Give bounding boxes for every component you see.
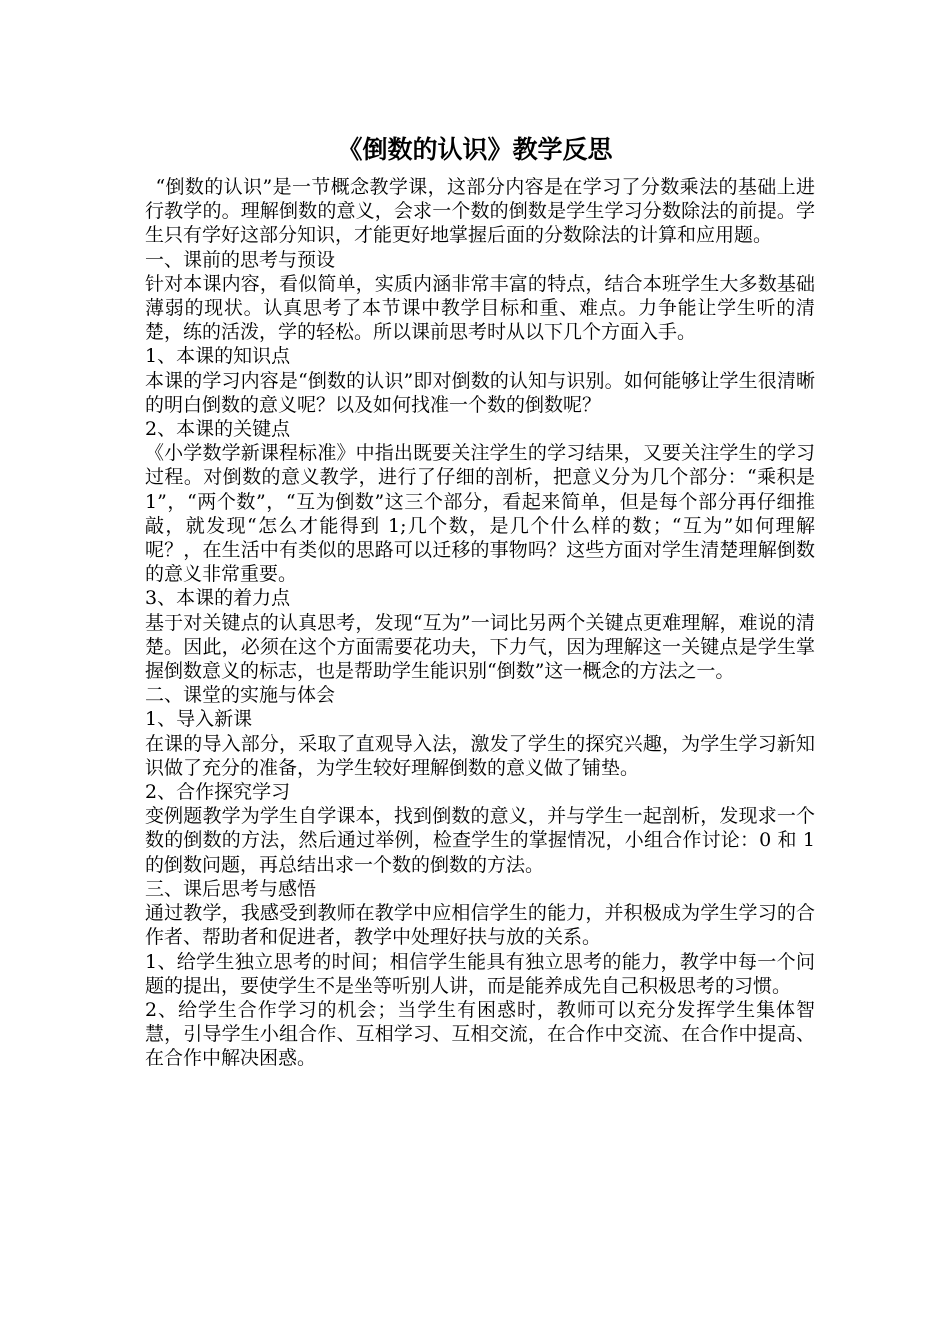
paragraph: 变例题教学为学生自学课本，找到倒数的意义，并与学生一起剖析，发现求一个数的倒数的方法，然后通过举例，检查学生的掌握情况，小组合作讨论：0 和 1 的倒数问题，再总结出求一个数的倒数的方法。 <box>145 805 815 876</box>
paragraph: 通过教学，我感受到教师在教学中应相信学生的能力，并积极成为学生学习的合作者、帮助者和促进者，教学中处理好扶与放的关系。 <box>145 902 815 949</box>
subheading: 1、本课的知识点 <box>145 345 291 368</box>
subheading: 2、合作探究学习 <box>145 781 291 804</box>
paragraph: 本课的学习内容是“倒数的认识”即对倒数的认知与识别。如何能够让学生很清晰的明白倒数的意义呢？以及如何找准一个数的倒数呢？ <box>145 369 815 416</box>
paragraph: 在课的导入部分，采取了直观导入法，激发了学生的探究兴趣，为学生学习新知识做了充分的准备，为学生较好理解倒数的意义做了铺垫。 <box>145 732 815 779</box>
paragraph: 《小学数学新课程标准》中指出既要关注学生的学习结果，又要关注学生的学习过程。对倒数的意义教学，进行了仔细的剖析，把意义分为几个部分：“乘积是 1”，“两个数”，“互为倒数”这三个部分，看起来简单，但是每个部分再仔细推敲，就发现“怎么才能得到 1;几个数，是几个什么样的数；“互为”如何理解呢？，在生活中有类似的思路可以迁移的事物吗？这些方面对学生清楚理解倒数的意义非常重要。 <box>145 442 815 586</box>
heading-section-3: 三、课后思考与感悟 <box>145 877 317 900</box>
subheading: 2、本课的关键点 <box>145 418 291 441</box>
paragraph: 基于对关键点的认真思考，发现“互为”一词比另两个关键点更难理解，难说的清楚。因此，必须在这个方面需要花功夫，下力气，因为理解这一关键点是学生掌握倒数意义的标志，也是帮助学生能识别“倒数”这一概念的方法之一。 <box>145 611 815 683</box>
document-body <box>145 175 815 1071</box>
paragraph: 2、给学生合作学习的机会；当学生有困惑时，教师可以充分发挥学生集体智慧，引导学生小组合作、互相学习、互相交流，在合作中交流、在合作中提高、在合作中解决困惑。 <box>145 998 815 1070</box>
subheading: 1、导入新课 <box>145 708 253 731</box>
subheading: 3、本课的着力点 <box>145 587 291 610</box>
document-title: 《倒数的认识》教学反思 <box>337 135 613 164</box>
heading-section-2: 二、课堂的实施与体会 <box>145 684 336 707</box>
heading-section-1: 一、课前的思考与预设 <box>145 248 336 271</box>
paragraph: 针对本课内容，看似简单，实质内涵非常丰富的特点，结合本班学生大多数基础薄弱的现状。认真思考了本节课中教学目标和重、难点。力争能让学生听的清楚，练的活泼，学的轻松。所以课前思考时从以下几个方面入手。 <box>145 272 815 344</box>
paragraph: 1、给学生独立思考的时间；相信学生能具有独立思考的能力，教学中每一个问题的提出，要使学生不是坐等听别人讲，而是能养成先自己积极思考的习惯。 <box>145 950 815 997</box>
paragraph-intro: “倒数的认识”是一节概念教学课，这部分内容是在学习了分数乘法的基础上进行教学的。理解倒数的意义，会求一个数的倒数是学生学习分数除法的前提。学生只有学好这部分知识，才能更好地掌握后面的分数除法的计算和应用题。 <box>145 176 815 247</box>
